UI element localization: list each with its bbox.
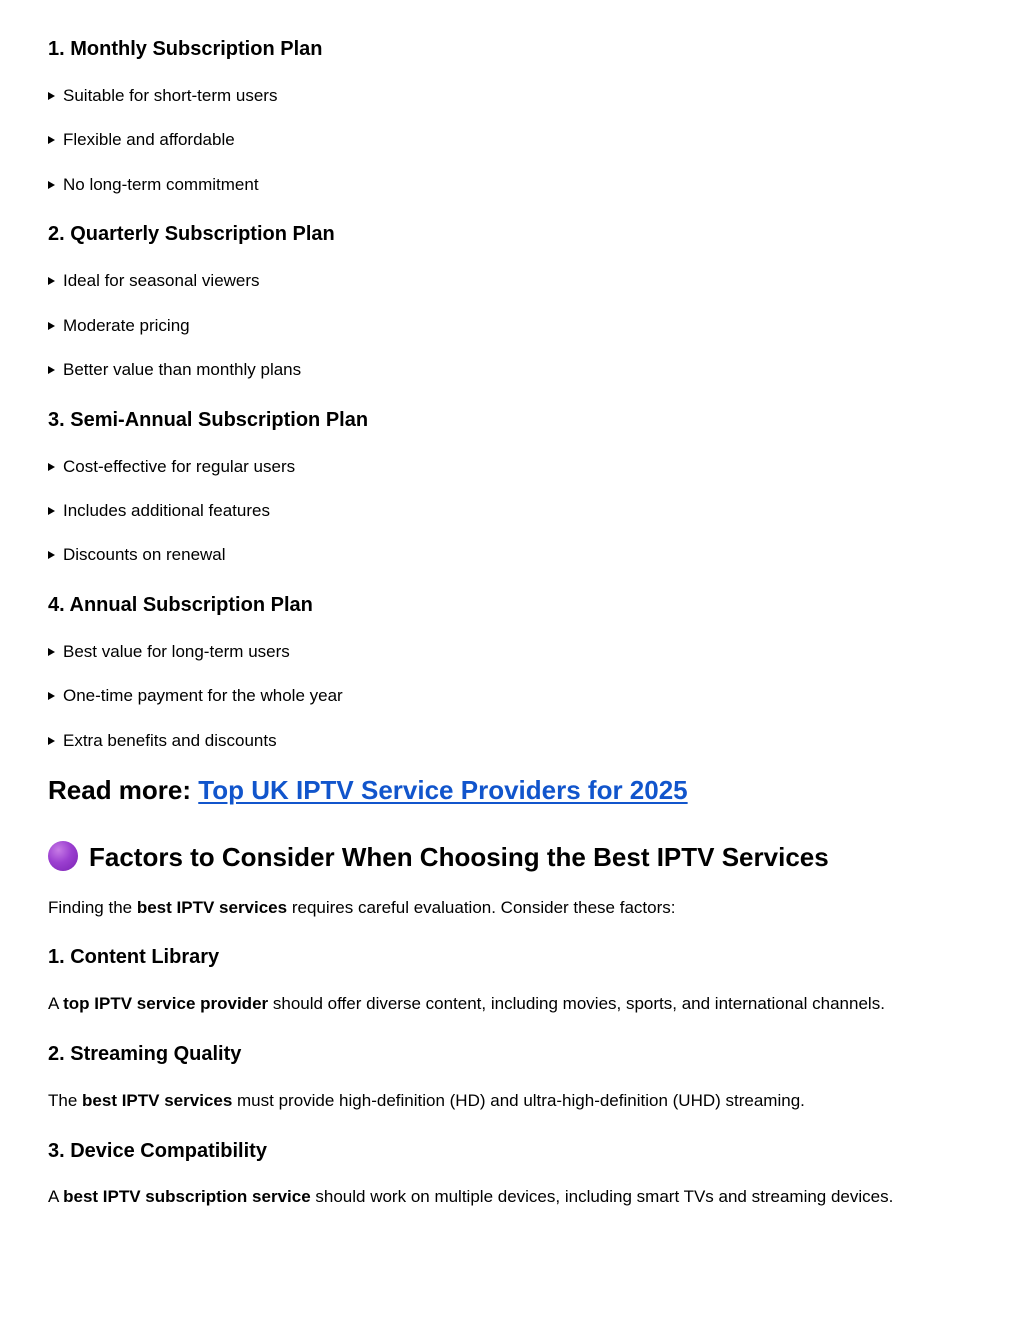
factor-paragraph: [48, 1091, 805, 1111]
triangle-bullet-icon: [48, 551, 55, 559]
read-more-link[interactable]: Top UK IPTV Service Providers for 2025: [198, 775, 688, 805]
factors-intro-paragraph: [48, 898, 675, 918]
triangle-bullet-icon: [48, 181, 55, 189]
triangle-bullet-icon: [48, 737, 55, 745]
factor-text-bold: top IPTV service provider: [63, 994, 269, 1013]
bullet-text: Moderate pricing: [63, 316, 190, 335]
bullet-item: [48, 271, 260, 291]
bullet-item: [48, 457, 295, 477]
bullet-text: Includes additional features: [63, 501, 270, 520]
bullet-text: Better value than monthly plans: [63, 360, 302, 379]
factor-text-before: A: [48, 1187, 64, 1206]
intro-text-bold: best IPTV services: [136, 898, 288, 917]
bullet-item: [48, 130, 235, 150]
factor-heading-device-compatibility: 3. Device Compatibility: [48, 1140, 267, 1162]
read-more-line: [48, 774, 688, 806]
bullet-text: Ideal for seasonal viewers: [63, 271, 260, 290]
factor-text-bold: best IPTV subscription service: [63, 1187, 311, 1206]
bullet-item: [48, 642, 290, 662]
triangle-bullet-icon: [48, 648, 55, 656]
bullet-text: Flexible and affordable: [63, 130, 235, 149]
triangle-bullet-icon: [48, 92, 55, 100]
plan-heading-quarterly: 2. Quarterly Subscription Plan: [48, 223, 335, 245]
bullet-text: Extra benefits and discounts: [63, 731, 277, 750]
factor-paragraph: [48, 1187, 893, 1207]
factor-heading-streaming-quality: 2. Streaming Quality: [48, 1043, 242, 1065]
read-more-label: Read more:: [48, 775, 199, 805]
bullet-item: [48, 360, 301, 380]
factors-section-title: Factors to Consider When Choosing the Best IPTV Services: [89, 842, 829, 872]
factor-paragraph: [48, 994, 885, 1014]
factors-section-heading: [48, 841, 829, 873]
factor-text-after: should work on multiple devices, including smart TVs and streaming devices.: [310, 1187, 894, 1206]
intro-text-before: Finding the: [48, 898, 137, 917]
bullet-item: [48, 316, 190, 336]
triangle-bullet-icon: [48, 136, 55, 144]
triangle-bullet-icon: [48, 507, 55, 515]
plan-heading-monthly: 1. Monthly Subscription Plan: [48, 38, 323, 60]
factor-text-bold: best IPTV services: [82, 1091, 233, 1110]
plan-heading-annual: 4. Annual Subscription Plan: [48, 594, 313, 616]
factor-text-after: should offer diverse content, including movies, sports, and international channels.: [268, 994, 885, 1013]
bullet-item: [48, 501, 270, 521]
bullet-item: [48, 731, 277, 751]
bullet-text: Cost-effective for regular users: [63, 457, 296, 476]
bullet-item: [48, 86, 277, 106]
bullet-item: [48, 686, 343, 706]
factor-text-before: The: [48, 1091, 83, 1110]
triangle-bullet-icon: [48, 366, 55, 374]
plan-heading-semi-annual: 3. Semi-Annual Subscription Plan: [48, 409, 369, 431]
triangle-bullet-icon: [48, 322, 55, 330]
triangle-bullet-icon: [48, 463, 55, 471]
bullet-text: Suitable for short-term users: [63, 86, 278, 105]
factor-text-after: must provide high-definition (HD) and ultra-high-definition (UHD) streaming.: [232, 1091, 805, 1110]
bullet-text: One-time payment for the whole year: [63, 686, 343, 705]
bullet-text: No long-term commitment: [63, 175, 259, 194]
purple-circle-icon: [48, 841, 78, 871]
bullet-item: [48, 175, 259, 195]
triangle-bullet-icon: [48, 692, 55, 700]
triangle-bullet-icon: [48, 277, 55, 285]
bullet-item: [48, 545, 226, 565]
intro-text-after: requires careful evaluation. Consider these factors:: [287, 898, 676, 917]
factor-heading-content-library: 1. Content Library: [48, 946, 220, 968]
bullet-text: Discounts on renewal: [63, 545, 226, 564]
factor-text-before: A: [48, 994, 64, 1013]
bullet-text: Best value for long-term users: [63, 642, 290, 661]
